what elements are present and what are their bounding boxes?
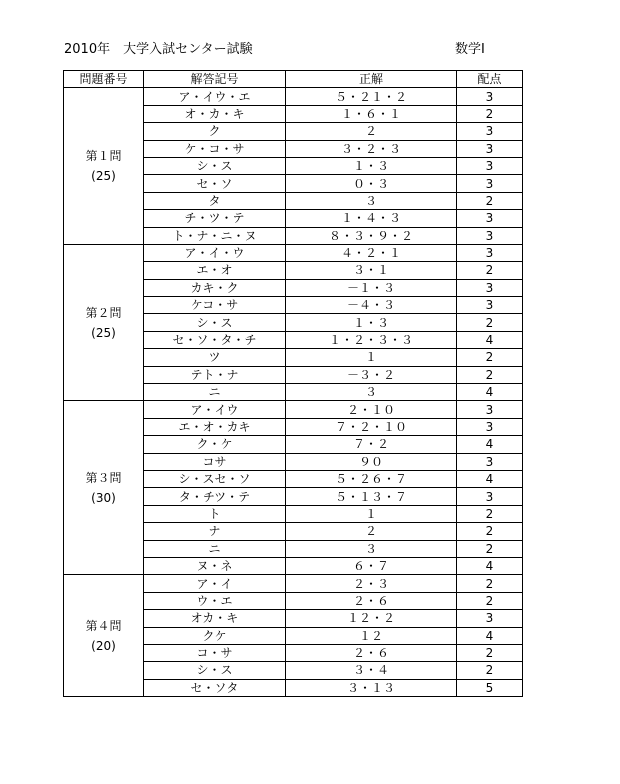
question-label: 第２問 <box>85 305 122 320</box>
question-label: 第４問 <box>85 618 122 633</box>
correct-answer-cell: ６・７ <box>286 557 457 574</box>
score-cell: 3 <box>457 488 523 505</box>
correct-answer-cell: ５・１３・７ <box>286 488 457 505</box>
question-points: (25) <box>91 169 116 184</box>
correct-answer-cell: １・３ <box>286 157 457 174</box>
question-cell <box>64 244 144 401</box>
answer-symbol-cell: チ・ツ・テ <box>144 210 286 227</box>
correct-answer-cell: ２ <box>286 523 457 540</box>
column-header-symbol: 解答記号 <box>144 71 286 88</box>
correct-answer-cell: １・３ <box>286 314 457 331</box>
answer-symbol-cell: ケ・コ・サ <box>144 140 286 157</box>
column-header-answer: 正解 <box>286 71 457 88</box>
score-cell: 3 <box>457 175 523 192</box>
score-cell: 5 <box>457 679 523 696</box>
correct-answer-cell: １２・２ <box>286 610 457 627</box>
score-cell: 2 <box>457 314 523 331</box>
correct-answer-cell: ３・４ <box>286 662 457 679</box>
correct-answer-cell: －１・３ <box>286 279 457 296</box>
score-cell: 3 <box>457 297 523 314</box>
correct-answer-cell: １・４・３ <box>286 210 457 227</box>
answer-symbol-cell: シ・ス <box>144 314 286 331</box>
correct-answer-cell: ３・１３ <box>286 679 457 696</box>
correct-answer-cell: ３・１ <box>286 262 457 279</box>
answer-symbol-cell: ニ <box>144 540 286 557</box>
score-cell: 2 <box>457 592 523 609</box>
score-cell: 2 <box>457 523 523 540</box>
correct-answer-cell: ２ <box>286 123 457 140</box>
correct-answer-cell: ３ <box>286 192 457 209</box>
score-cell: 3 <box>457 140 523 157</box>
answer-symbol-cell: ケコ・サ <box>144 297 286 314</box>
correct-answer-cell: １２ <box>286 627 457 644</box>
correct-answer-cell: ３ <box>286 384 457 401</box>
score-cell: 2 <box>457 575 523 592</box>
subject-label: 数学I <box>455 42 485 57</box>
answer-symbol-cell: オ・カ・キ <box>144 105 286 122</box>
correct-answer-cell: －４・３ <box>286 297 457 314</box>
document-header <box>0 40 620 60</box>
question-cell <box>64 575 144 697</box>
correct-answer-cell: １・６・１ <box>286 105 457 122</box>
correct-answer-cell: ７・２・１０ <box>286 418 457 435</box>
correct-answer-cell: ０・３ <box>286 175 457 192</box>
score-cell: 2 <box>457 644 523 661</box>
score-cell: 3 <box>457 244 523 261</box>
score-cell: 3 <box>457 210 523 227</box>
answer-symbol-cell: ツ <box>144 349 286 366</box>
score-cell: 3 <box>457 227 523 244</box>
answer-symbol-cell: オカ・キ <box>144 610 286 627</box>
answer-symbol-cell: ア・イ・ウ <box>144 244 286 261</box>
correct-answer-cell: ５・２６・７ <box>286 470 457 487</box>
correct-answer-cell: １・２・３・３ <box>286 331 457 348</box>
score-cell: 3 <box>457 279 523 296</box>
correct-answer-cell: １ <box>286 349 457 366</box>
correct-answer-cell: ９０ <box>286 453 457 470</box>
answer-symbol-cell: シ・ス <box>144 662 286 679</box>
score-cell: 4 <box>457 436 523 453</box>
table-body <box>64 88 523 697</box>
answer-symbol-cell: エ・オ <box>144 262 286 279</box>
column-header-question: 問題番号 <box>64 71 144 88</box>
answer-symbol-cell: シ・ス <box>144 157 286 174</box>
score-cell: 3 <box>457 610 523 627</box>
answer-symbol-cell: ア・イ <box>144 575 286 592</box>
answer-symbol-cell: クケ <box>144 627 286 644</box>
answer-table <box>63 70 523 697</box>
answer-symbol-cell: ク <box>144 123 286 140</box>
score-cell: 4 <box>457 470 523 487</box>
correct-answer-cell: －３・２ <box>286 366 457 383</box>
question-points: (25) <box>91 325 116 340</box>
answer-symbol-cell: ニ <box>144 384 286 401</box>
answer-symbol-cell: ウ・エ <box>144 592 286 609</box>
answer-symbol-cell: ナ <box>144 523 286 540</box>
document-title: 2010年 大学入試センター試験 <box>64 42 253 57</box>
score-cell: 2 <box>457 505 523 522</box>
score-cell: 2 <box>457 192 523 209</box>
answer-symbol-cell: ア・イウ <box>144 401 286 418</box>
score-cell: 2 <box>457 262 523 279</box>
table-header-row <box>64 71 523 88</box>
column-header-score: 配点 <box>457 71 523 88</box>
answer-symbol-cell: ヌ・ネ <box>144 557 286 574</box>
answer-symbol-cell: コサ <box>144 453 286 470</box>
answer-symbol-cell: ア・イウ・エ <box>144 88 286 105</box>
correct-answer-cell: ２・１０ <box>286 401 457 418</box>
answer-symbol-cell: セ・ソタ <box>144 679 286 696</box>
question-points: (20) <box>91 638 116 653</box>
answer-symbol-cell: カキ・ク <box>144 279 286 296</box>
answer-symbol-cell: セ・ソ・タ・チ <box>144 331 286 348</box>
correct-answer-cell: ７・２ <box>286 436 457 453</box>
score-cell: 2 <box>457 349 523 366</box>
score-cell: 2 <box>457 105 523 122</box>
correct-answer-cell: ５・２１・２ <box>286 88 457 105</box>
score-cell: 2 <box>457 366 523 383</box>
score-cell: 3 <box>457 453 523 470</box>
answer-symbol-cell: ト <box>144 505 286 522</box>
score-cell: 4 <box>457 384 523 401</box>
question-points: (30) <box>91 490 116 505</box>
correct-answer-cell: ４・２・１ <box>286 244 457 261</box>
correct-answer-cell: ２・６ <box>286 644 457 661</box>
correct-answer-cell: １ <box>286 505 457 522</box>
correct-answer-cell: ２・６ <box>286 592 457 609</box>
answer-symbol-cell: タ・チツ・テ <box>144 488 286 505</box>
answer-symbol-cell: エ・オ・カキ <box>144 418 286 435</box>
score-cell: 3 <box>457 157 523 174</box>
score-cell: 4 <box>457 331 523 348</box>
answer-symbol-cell: コ・サ <box>144 644 286 661</box>
question-label: 第１問 <box>85 149 122 164</box>
score-cell: 4 <box>457 627 523 644</box>
table-row <box>64 244 523 261</box>
answer-symbol-cell: ク・ケ <box>144 436 286 453</box>
answer-symbol-cell: セ・ソ <box>144 175 286 192</box>
table-row <box>64 88 523 105</box>
question-cell <box>64 401 144 575</box>
score-cell: 4 <box>457 557 523 574</box>
score-cell: 2 <box>457 662 523 679</box>
question-cell <box>64 88 144 245</box>
score-cell: 3 <box>457 123 523 140</box>
correct-answer-cell: ３・２・３ <box>286 140 457 157</box>
score-cell: 3 <box>457 88 523 105</box>
correct-answer-cell: ３ <box>286 540 457 557</box>
score-cell: 2 <box>457 540 523 557</box>
score-cell: 3 <box>457 401 523 418</box>
correct-answer-cell: ２・３ <box>286 575 457 592</box>
answer-symbol-cell: シ・スセ・ソ <box>144 470 286 487</box>
answer-symbol-cell: テト・ナ <box>144 366 286 383</box>
table-row <box>64 401 523 418</box>
table-row <box>64 575 523 592</box>
answer-symbol-cell: ト・ナ・ニ・ヌ <box>144 227 286 244</box>
answer-symbol-cell: タ <box>144 192 286 209</box>
score-cell: 3 <box>457 418 523 435</box>
correct-answer-cell: ８・３・９・２ <box>286 227 457 244</box>
question-label: 第３問 <box>85 470 122 485</box>
